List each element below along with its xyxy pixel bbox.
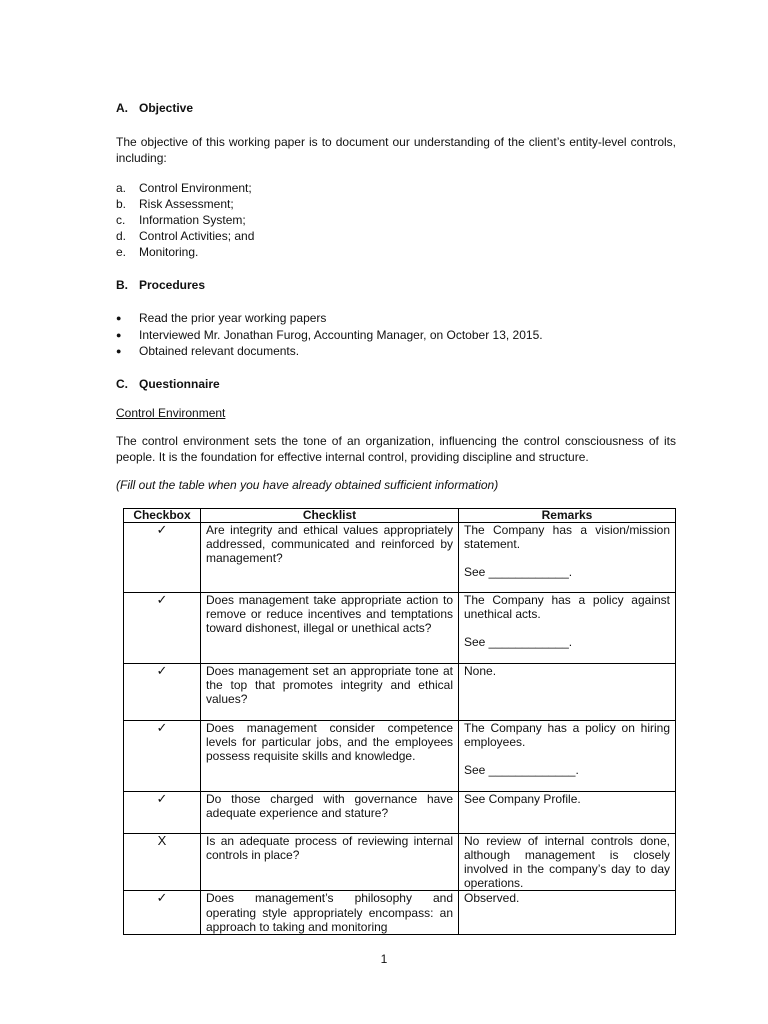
table-row bbox=[124, 833, 676, 891]
list-item: ● Interviewed Mr. Jonathan Furog, Accounting Manager, on October 13, 2015. bbox=[116, 327, 543, 342]
table-header-row bbox=[124, 508, 676, 522]
list-item: ● Obtained relevant documents. bbox=[116, 344, 300, 358]
table-row bbox=[124, 592, 676, 663]
list-item: d. Control Activities; and bbox=[116, 229, 255, 243]
remarks-cell: The Company has a policy against unethical acts. See ____________. bbox=[459, 592, 676, 663]
checklist-cell: Do those charged with governance have adequate experience and stature? bbox=[201, 791, 459, 833]
check-mark: ✓ bbox=[124, 720, 201, 791]
checklist-cell: Is an adequate process of reviewing internal controls in place? bbox=[201, 833, 459, 891]
checklist-table bbox=[123, 508, 676, 935]
x-mark: X bbox=[124, 833, 201, 891]
col-header-remarks: Remarks bbox=[459, 508, 676, 522]
check-mark: ✓ bbox=[124, 663, 201, 720]
checklist-cell: Does management’s philosophy and operating style appropriately encompass: an approach to taking and monitoring bbox=[201, 891, 459, 935]
checklist-cell: Does management set an appropriate tone at the top that promotes integrity and ethical values? bbox=[201, 663, 459, 720]
table-row bbox=[124, 522, 676, 592]
checklist-cell: Does management take appropriate action to remove or reduce incentives and temptations toward dishonest, illegal or unethical acts? bbox=[201, 592, 459, 663]
checklist-cell: Does management consider competence levels for particular jobs, and the employees possess requisite skills and knowledge. bbox=[201, 720, 459, 791]
col-header-checkbox: Checkbox bbox=[124, 508, 201, 522]
remarks-cell: Observed. bbox=[459, 891, 676, 935]
bullet-icon: ● bbox=[116, 346, 122, 356]
check-mark: ✓ bbox=[124, 592, 201, 663]
checklist-cell: Are integrity and ethical values appropriately addressed, communicated and reinforced by management? bbox=[201, 522, 459, 592]
remarks-cell: The Company has a policy on hiring employees. See _____________. bbox=[459, 720, 676, 791]
procedures-list bbox=[116, 310, 676, 360]
list-item: e. Monitoring. bbox=[116, 245, 199, 259]
bullet-icon: ● bbox=[116, 329, 122, 340]
control-environment-subheading: Control Environment bbox=[116, 405, 226, 420]
table-row bbox=[124, 891, 676, 935]
instruction-text: (Fill out the table when you have already obtained sufficient information) bbox=[116, 477, 499, 492]
page-number: 1 bbox=[380, 952, 388, 966]
objective-text: The objective of this working paper is to document our understanding of the client’s entity-level controls, including: bbox=[116, 135, 676, 165]
control-environment-text: The control environment sets the tone of an organization, influencing the control consciousness of its people. It is the foundation for effective internal control, providing discipline and structure. bbox=[116, 433, 676, 464]
list-item: a. Control Environment; bbox=[116, 181, 252, 195]
remarks-cell: No review of internal controls done, although management is closely involved in the company’s day to day operations. bbox=[459, 833, 676, 891]
check-mark: ✓ bbox=[124, 522, 201, 592]
remarks-cell: See Company Profile. bbox=[459, 791, 676, 833]
check-mark: ✓ bbox=[124, 891, 201, 935]
list-item: ● Read the prior year working papers bbox=[116, 311, 327, 325]
bullet-icon: ● bbox=[116, 313, 122, 323]
table-row bbox=[124, 720, 676, 791]
col-header-checklist: Checklist bbox=[201, 508, 459, 522]
section-b-heading: B. Procedures bbox=[116, 278, 206, 292]
table-row bbox=[124, 663, 676, 720]
document-page bbox=[116, 100, 676, 935]
list-item: b. Risk Assessment; bbox=[116, 197, 234, 211]
list-item: c. Information System; bbox=[116, 213, 246, 227]
section-a-heading: A. Objective bbox=[116, 101, 194, 115]
remarks-cell: None. bbox=[459, 663, 676, 720]
remarks-cell: The Company has a vision/mission statement. See ____________. bbox=[459, 522, 676, 592]
controls-list bbox=[116, 180, 676, 260]
check-mark: ✓ bbox=[124, 791, 201, 833]
section-c-heading: C. Questionnaire bbox=[116, 376, 220, 391]
table-row bbox=[124, 791, 676, 833]
